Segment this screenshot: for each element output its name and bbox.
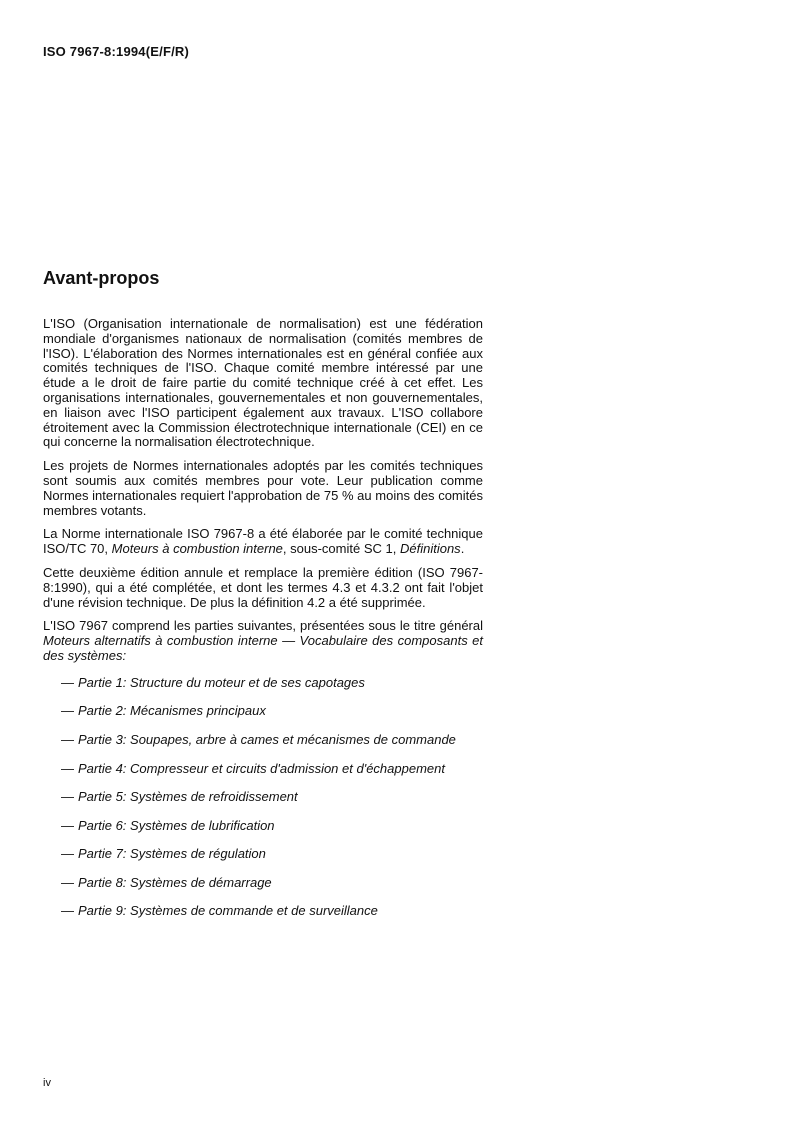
- dash-marker: —: [61, 703, 74, 719]
- dash-marker: —: [61, 674, 74, 690]
- list-item: [61, 733, 483, 748]
- dash-marker: —: [61, 760, 74, 776]
- committee-end: .: [460, 541, 465, 557]
- section-title: Avant-propos: [43, 268, 160, 288]
- list-item: [61, 790, 483, 805]
- dash-marker: —: [61, 846, 74, 862]
- committee-text: La Norme internationale ISO 7967-8 a été élaborée par le comité technique ISO/TC 70,: [43, 526, 483, 557]
- series-title: Moteurs alternatifs à combustion interne — Vocabulaire des composants et des systèmes:: [43, 633, 483, 663]
- paragraph-series: [43, 619, 483, 663]
- list-item: [61, 847, 483, 862]
- dash-marker: —: [61, 789, 74, 805]
- paragraph-voting: Les projets de Normes internationales adoptés par les comités techniques sont soumis aux comités membres pour vote. Leur publication comme Normes internationales requiert l'approbation de 75 % au moins des comités membres votants.: [43, 458, 483, 518]
- subcommittee-title: Définitions: [399, 541, 461, 557]
- dash-marker: —: [61, 903, 74, 919]
- dash-marker: —: [61, 874, 74, 890]
- part-label: Partie 3: Soupapes, arbre à cames et mécanismes de commande: [78, 731, 456, 747]
- list-item: [61, 876, 483, 891]
- foreword-body: [43, 317, 483, 933]
- document-reference: ISO 7967-8:1994(E/F/R): [43, 44, 190, 59]
- paragraph-committee: [43, 527, 483, 557]
- part-label: Partie 9: Systèmes de commande et de surveillance: [78, 903, 378, 919]
- list-item: [61, 704, 483, 719]
- part-label: Partie 6: Systèmes de lubrification: [78, 817, 275, 833]
- list-item: [61, 762, 483, 777]
- dash-marker: —: [61, 817, 74, 833]
- part-label: Partie 8: Systèmes de démarrage: [78, 874, 272, 890]
- list-item: [61, 676, 483, 691]
- part-label: Partie 2: Mécanismes principaux: [78, 703, 266, 719]
- page-number: iv: [43, 1077, 51, 1089]
- paragraph-edition: Cette deuxième édition annule et remplace la première édition (ISO 7967-8:1990), qui a été complétée, et dont les termes 4.3 et 4.3.2 ont fait l'objet d'une révision technique. De plus la définition 4.2 a été supprimée.: [43, 564, 483, 610]
- part-label: Partie 1: Structure du moteur et de ses capotages: [78, 674, 365, 690]
- series-text: L'ISO 7967 comprend les parties suivantes, présentées sous le titre général: [43, 618, 483, 634]
- list-item: [61, 819, 483, 834]
- part-label: Partie 4: Compresseur et circuits d'admission et d'échappement: [78, 760, 445, 776]
- committee-title: Moteurs à combustion interne: [111, 541, 283, 557]
- list-item: [61, 904, 483, 919]
- parts-list: [43, 676, 483, 920]
- paragraph-iso-overview: L'ISO (Organisation internationale de normalisation) est une fédération mondiale d'organismes nationaux de normalisation (comités membres de l'ISO). L'élaboration des Normes internationales est en général confiée aux comités techniques de l'ISO. Chaque comité membre intéressé par une étude a le droit de faire partie du comité technique créé à cet effet. Les organisations internationales, gouvernementales et non gouvernementales, en liaison avec l'ISO participent également aux travaux. L'ISO collabore étroitement avec la Commission électrotechnique internationale (CEI) en ce qui concerne la normalisation électrotechnique.: [43, 316, 483, 450]
- part-label: Partie 5: Systèmes de refroidissement: [78, 789, 298, 805]
- part-label: Partie 7: Systèmes de régulation: [78, 846, 266, 862]
- committee-mid: , sous-comité SC 1,: [282, 541, 397, 557]
- dash-marker: —: [61, 731, 74, 747]
